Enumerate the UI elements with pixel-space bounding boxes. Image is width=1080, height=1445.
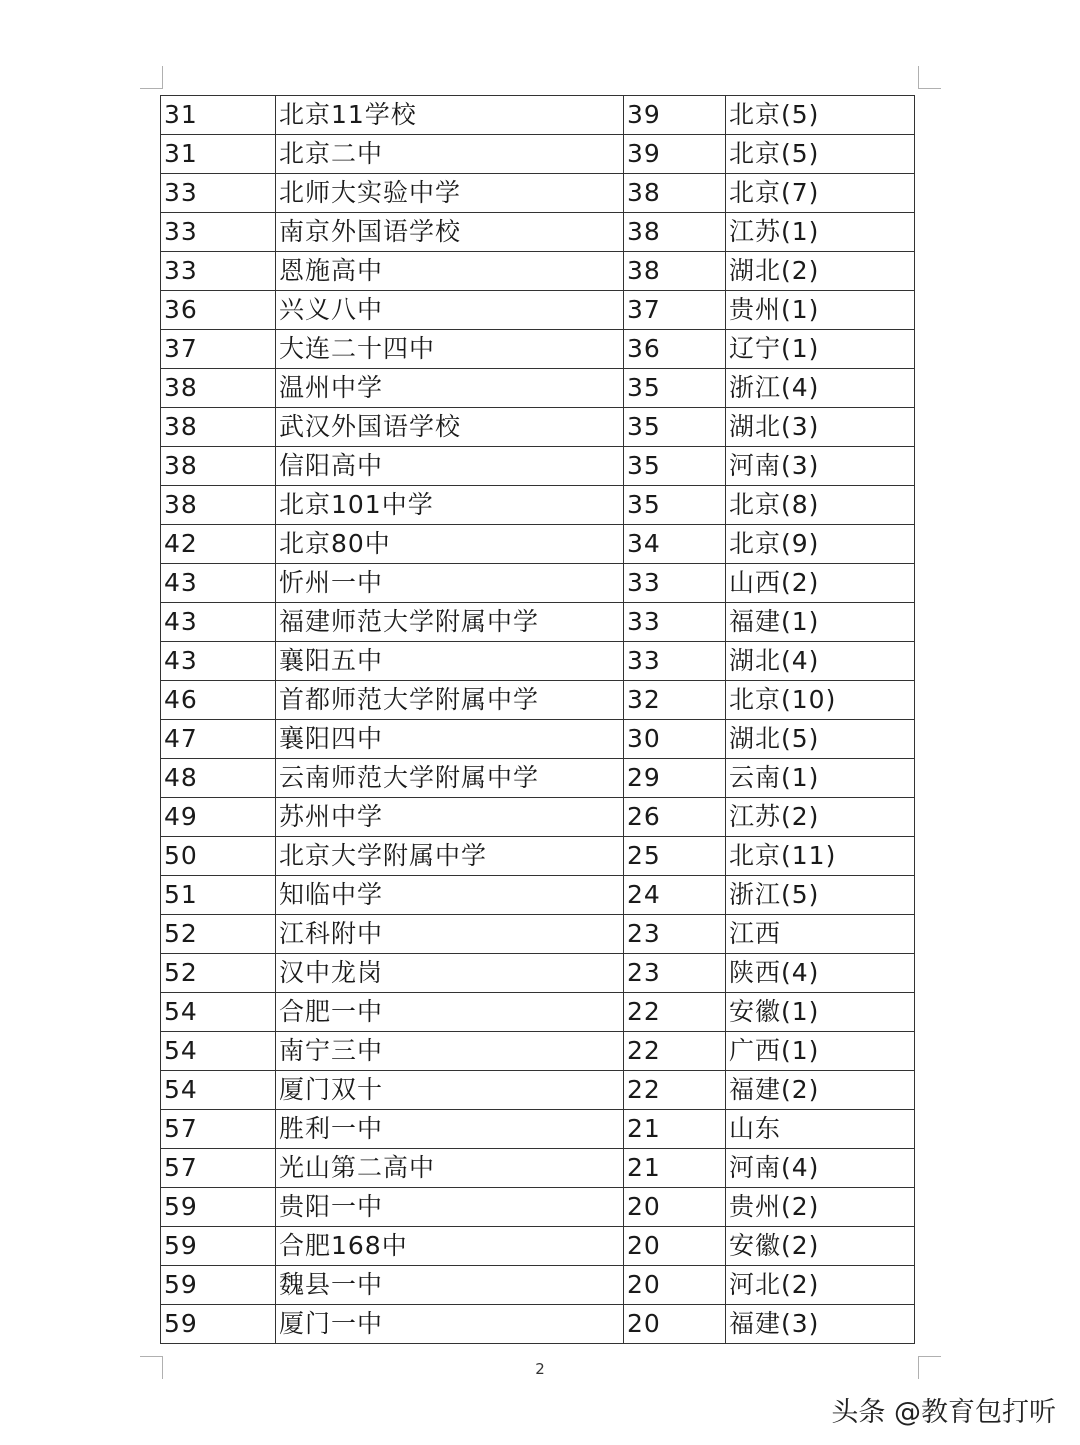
school-name-cell: 武汉外国语学校 [276,408,624,447]
count-cell: 33 [624,603,726,642]
count-cell: 20 [624,1266,726,1305]
rank-cell: 31 [161,96,276,135]
rank-cell: 59 [161,1227,276,1266]
rank-cell: 54 [161,993,276,1032]
rank-cell: 33 [161,174,276,213]
province-cell: 江苏(1) [726,213,915,252]
rank-cell: 52 [161,915,276,954]
province-cell: 福建(2) [726,1071,915,1110]
rank-cell: 57 [161,1149,276,1188]
rank-cell: 50 [161,837,276,876]
school-name-cell: 北京大学附属中学 [276,837,624,876]
school-name-cell: 襄阳四中 [276,720,624,759]
rank-cell: 48 [161,759,276,798]
school-name-cell: 云南师范大学附属中学 [276,759,624,798]
rank-cell: 42 [161,525,276,564]
rank-cell: 46 [161,681,276,720]
province-cell: 北京(10) [726,681,915,720]
province-cell: 浙江(4) [726,369,915,408]
count-cell: 33 [624,564,726,603]
count-cell: 22 [624,1071,726,1110]
count-cell: 21 [624,1149,726,1188]
rank-cell: 52 [161,954,276,993]
table-row [161,447,915,486]
rank-cell: 33 [161,213,276,252]
school-name-cell: 苏州中学 [276,798,624,837]
count-cell: 35 [624,408,726,447]
table-row [161,1149,915,1188]
province-cell: 河南(4) [726,1149,915,1188]
table-row [161,1188,915,1227]
school-name-cell: 光山第二高中 [276,1149,624,1188]
province-cell: 云南(1) [726,759,915,798]
table-row [161,135,915,174]
school-name-cell: 北京80中 [276,525,624,564]
table-row [161,1071,915,1110]
province-cell: 贵州(2) [726,1188,915,1227]
province-cell: 北京(11) [726,837,915,876]
rank-cell: 36 [161,291,276,330]
school-name-cell: 兴义八中 [276,291,624,330]
table-row [161,1032,915,1071]
table-row [161,915,915,954]
table-row [161,1266,915,1305]
province-cell: 湖北(4) [726,642,915,681]
province-cell: 安徽(1) [726,993,915,1032]
table-row [161,681,915,720]
count-cell: 26 [624,798,726,837]
school-name-cell: 胜利一中 [276,1110,624,1149]
school-name-cell: 信阳高中 [276,447,624,486]
table-row [161,798,915,837]
rank-cell: 38 [161,447,276,486]
table-row [161,1227,915,1266]
rank-cell: 54 [161,1071,276,1110]
province-cell: 广西(1) [726,1032,915,1071]
rank-cell: 51 [161,876,276,915]
rank-cell: 38 [161,408,276,447]
count-cell: 30 [624,720,726,759]
table-row [161,642,915,681]
school-name-cell: 温州中学 [276,369,624,408]
table-row [161,174,915,213]
table-row [161,330,915,369]
province-cell: 福建(3) [726,1305,915,1344]
rank-cell: 59 [161,1305,276,1344]
count-cell: 21 [624,1110,726,1149]
rank-cell: 33 [161,252,276,291]
school-name-cell: 魏县一中 [276,1266,624,1305]
province-cell: 安徽(2) [726,1227,915,1266]
count-cell: 20 [624,1227,726,1266]
province-cell: 山西(2) [726,564,915,603]
province-cell: 湖北(5) [726,720,915,759]
school-name-cell: 福建师范大学附属中学 [276,603,624,642]
count-cell: 29 [624,759,726,798]
school-name-cell: 汉中龙岗 [276,954,624,993]
province-cell: 北京(5) [726,96,915,135]
count-cell: 35 [624,447,726,486]
rank-cell: 38 [161,486,276,525]
school-name-cell: 厦门双十 [276,1071,624,1110]
school-name-cell: 贵阳一中 [276,1188,624,1227]
rank-cell: 43 [161,642,276,681]
watermark: 头条 @教育包打听 [831,1397,1056,1428]
count-cell: 20 [624,1305,726,1344]
table-row [161,603,915,642]
count-cell: 39 [624,96,726,135]
table-row [161,759,915,798]
count-cell: 32 [624,681,726,720]
school-name-cell: 北京11学校 [276,96,624,135]
province-cell: 辽宁(1) [726,330,915,369]
table-row [161,837,915,876]
table-row [161,96,915,135]
school-name-cell: 南京外国语学校 [276,213,624,252]
rank-cell: 47 [161,720,276,759]
province-cell: 福建(1) [726,603,915,642]
count-cell: 35 [624,486,726,525]
count-cell: 22 [624,1032,726,1071]
school-name-cell: 北京101中学 [276,486,624,525]
table-row [161,876,915,915]
rank-cell: 43 [161,564,276,603]
school-name-cell: 大连二十四中 [276,330,624,369]
table-row [161,291,915,330]
school-name-cell: 南宁三中 [276,1032,624,1071]
table-row [161,486,915,525]
count-cell: 39 [624,135,726,174]
province-cell: 北京(8) [726,486,915,525]
school-ranking-table [160,95,915,1344]
rank-cell: 54 [161,1032,276,1071]
table-row [161,369,915,408]
count-cell: 20 [624,1188,726,1227]
crop-mark-top-right [918,66,941,89]
table-row [161,252,915,291]
count-cell: 24 [624,876,726,915]
rank-cell: 59 [161,1188,276,1227]
count-cell: 37 [624,291,726,330]
province-cell: 河南(3) [726,447,915,486]
rank-cell: 37 [161,330,276,369]
table-row [161,408,915,447]
province-cell: 贵州(1) [726,291,915,330]
table-row [161,564,915,603]
count-cell: 36 [624,330,726,369]
page-number: 2 [535,1360,545,1378]
province-cell: 北京(9) [726,525,915,564]
school-name-cell: 江科附中 [276,915,624,954]
school-name-cell: 北京二中 [276,135,624,174]
school-name-cell: 恩施高中 [276,252,624,291]
count-cell: 38 [624,174,726,213]
school-name-cell: 北师大实验中学 [276,174,624,213]
school-name-cell: 合肥168中 [276,1227,624,1266]
province-cell: 湖北(2) [726,252,915,291]
table-body [161,96,915,1344]
school-name-cell: 襄阳五中 [276,642,624,681]
count-cell: 33 [624,642,726,681]
school-name-cell: 合肥一中 [276,993,624,1032]
count-cell: 38 [624,252,726,291]
table-row [161,954,915,993]
count-cell: 22 [624,993,726,1032]
table-row [161,993,915,1032]
count-cell: 25 [624,837,726,876]
table-row [161,213,915,252]
table-row [161,1305,915,1344]
province-cell: 江西 [726,915,915,954]
province-cell: 山东 [726,1110,915,1149]
province-cell: 北京(5) [726,135,915,174]
crop-mark-top-left [140,66,163,89]
crop-mark-bottom-right [918,1356,941,1379]
count-cell: 34 [624,525,726,564]
table-row [161,720,915,759]
table-row [161,525,915,564]
school-name-cell: 知临中学 [276,876,624,915]
school-name-cell: 忻州一中 [276,564,624,603]
province-cell: 湖北(3) [726,408,915,447]
province-cell: 浙江(5) [726,876,915,915]
province-cell: 河北(2) [726,1266,915,1305]
count-cell: 35 [624,369,726,408]
rank-cell: 59 [161,1266,276,1305]
rank-cell: 38 [161,369,276,408]
count-cell: 23 [624,915,726,954]
rank-cell: 31 [161,135,276,174]
crop-mark-bottom-left [140,1356,163,1379]
count-cell: 23 [624,954,726,993]
rank-cell: 43 [161,603,276,642]
rank-cell: 57 [161,1110,276,1149]
province-cell: 陕西(4) [726,954,915,993]
school-name-cell: 首都师范大学附属中学 [276,681,624,720]
school-name-cell: 厦门一中 [276,1305,624,1344]
province-cell: 北京(7) [726,174,915,213]
table-row [161,1110,915,1149]
count-cell: 38 [624,213,726,252]
rank-cell: 49 [161,798,276,837]
province-cell: 江苏(2) [726,798,915,837]
